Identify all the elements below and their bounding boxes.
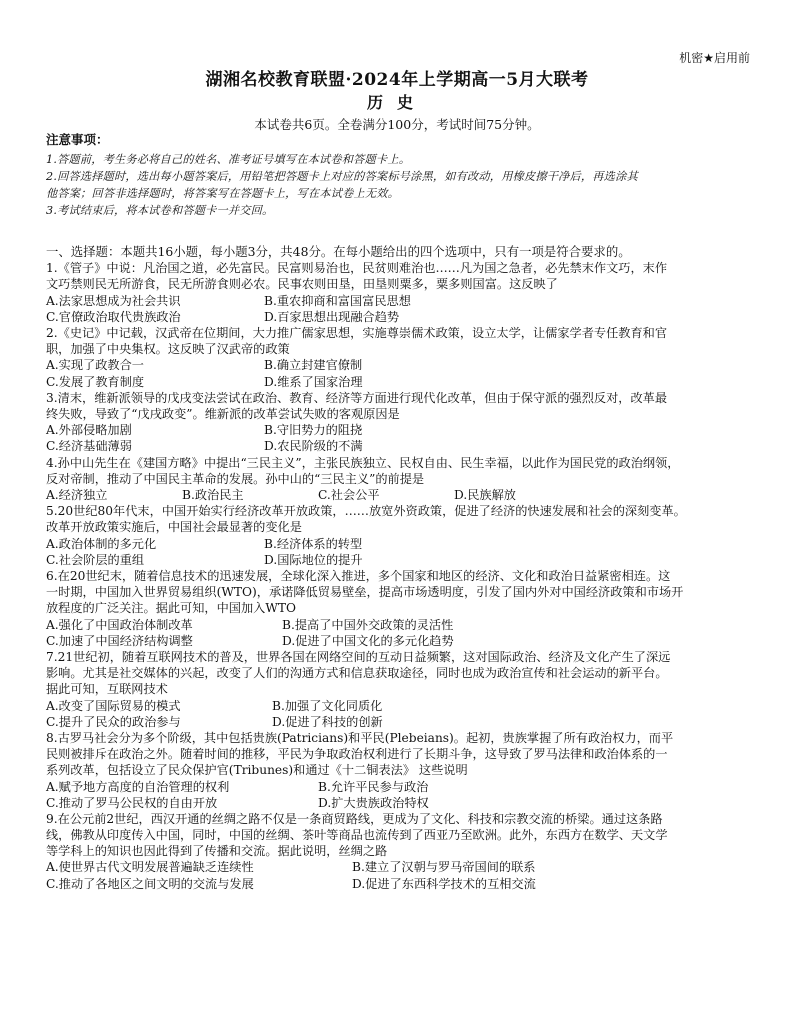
option-c: C.发展了教育制度 xyxy=(46,374,145,389)
option-b: B.确立封建官僚制 xyxy=(264,358,363,373)
secret-mark: 机密★启用前 xyxy=(679,51,750,65)
question-stem: 一时期，中国加入世界贸易组织(WTO)，承诺降低贸易壁垒，提高市场透明度，引发了国内外对中国经济政策和市场开 xyxy=(46,585,684,600)
option-d: D.维系了国家治理 xyxy=(264,374,363,389)
option-a: A.法家思想成为社会共识 xyxy=(46,293,181,308)
question-stem: 线，佛教从印度传入中国，同时，中国的丝绸、茶叶等商品也流传到了西亚乃至欧洲。此外，东西方在数学、天文学 xyxy=(46,828,668,843)
question-stem: 终失败，导致了“戊戌政变”。维新派的改革尝试失败的客观原因是 xyxy=(46,406,400,421)
question-stem: 反对帝制，推动了中国民主革命的发展。孙中山的“三民主义”的前提是 xyxy=(46,471,425,486)
option-a: A.强化了中国政治体制改革 xyxy=(46,617,193,632)
question-stem: 5.20世纪80年代末，中国开始实行经济改革开放政策，……放宽外资政策，促进了经济的快速发展和社会的深刻变革。 xyxy=(46,504,686,519)
option-c: C.推动了各地区之间文明的交流与发展 xyxy=(46,876,254,891)
option-d: D.百家思想出现融合趋势 xyxy=(264,309,400,324)
notes-block xyxy=(46,132,758,219)
option-c: C.社会公平 xyxy=(318,487,380,502)
option-c: C.推动了罗马公民权的自由开放 xyxy=(46,795,218,810)
question-stem: 6.在20世纪末，随着信息技术的迅速发展，全球化深入推进，多个国家和地区的经济、文化和政治日益紧密相连。这 xyxy=(46,568,671,583)
option-a: A.外部侵略加剧 xyxy=(46,423,132,438)
option-a: A.政治体制的多元化 xyxy=(46,536,157,551)
option-d: D.促进了中国文化的多元化趋势 xyxy=(282,633,454,648)
option-b: B.政治民主 xyxy=(182,487,244,502)
option-a: A.使世界古代文明发展普遍缺乏连续性 xyxy=(46,860,254,875)
section-heading: 一、选择题：本题共16小题，每小题3分，共48分。在每小题给出的四个选项中，只有一项是符合要求的。 xyxy=(46,244,631,259)
option-b: B.提高了中国外交政策的灵活性 xyxy=(282,617,454,632)
option-a: A.经济独立 xyxy=(46,487,108,502)
option-a: A.赋予地方高度的自治管理的权利 xyxy=(46,779,230,794)
question-stem: 职，加强了中央集权。这反映了汉武帝的政策 xyxy=(46,342,290,357)
question-stem: 文巧禁则民无所游食，民无所游食则必农。民事农则田垦，田垦则粟多，粟多则国富。这反映了 xyxy=(46,277,558,292)
option-b: B.建立了汉朝与罗马帝国间的联系 xyxy=(352,860,536,875)
question-stem: 等学科上的知识也因此得到了传播和交流。据此说明，丝绸之路 xyxy=(46,844,388,859)
exam-meta: 本试卷共6页。全卷满分100分，考试时间75分钟。 xyxy=(254,117,540,132)
option-c: C.官僚政治取代贵族政治 xyxy=(46,309,181,324)
question-stem: 系列改革，包括设立了民众保护官(Tribunes)和通过《十二铜表法》 这些说明 xyxy=(46,763,468,778)
exam-title: 湖湘名校教育联盟·2024年上学期高一5月大联考 xyxy=(205,70,589,90)
option-c: C.经济基础薄弱 xyxy=(46,439,132,454)
option-d: D.促进了东西科学技术的互相交流 xyxy=(352,876,536,891)
option-c: C.加速了中国经济结构调整 xyxy=(46,633,193,648)
option-d: D.国际地位的提升 xyxy=(264,552,363,567)
question-stem: 民则被排斥在政治之外。随着时间的推移，平民为争取政治权利进行了长期斗争，这导致了罗马法律和政治体系的一 xyxy=(46,747,668,762)
question-stem: 影响。尤其是社交媒体的兴起，改变了人们的沟通方式和信息获取途径，同时也成为政治宣传和社会运动的新平台。 xyxy=(46,666,668,681)
question-stem: 9.在公元前2世纪，西汉开通的丝绸之路不仅是一条商贸路线，更成为了文化、科技和宗教交流的桥梁。通过这条路 xyxy=(46,811,663,826)
note-line: 1.答题前，考生务必将自己的姓名、准考证号填写在本试卷和答题卡上。 xyxy=(46,153,411,167)
option-d: D.扩大贵族政治特权 xyxy=(318,795,429,810)
note-line: 他答案；回答非选择题时，将答案写在答题卡上，写在本试卷上无效。 xyxy=(46,187,400,201)
question-stem: 3.清末，维新派领导的戊戌变法尝试在政治、教育、经济等方面进行现代化改革，但由于保守派的强烈反对，改革最 xyxy=(46,390,668,405)
question-stem: 8.古罗马社会分为多个阶级，其中包括贵族(Patricians)和平民(Plebeians)。起初，贵族掌握了所有政治权力，而平 xyxy=(46,730,674,745)
option-d: D.促进了科技的创新 xyxy=(272,714,383,729)
option-c: C.社会阶层的重组 xyxy=(46,552,145,567)
option-a: A.实现了政教合一 xyxy=(46,358,144,373)
subject-title: 历史 xyxy=(366,93,427,112)
option-b: B.经济体系的转型 xyxy=(264,536,363,551)
question-stem: 改革开放政策实施后，中国社会最显著的变化是 xyxy=(46,520,302,535)
option-b: B.加强了文化同质化 xyxy=(272,698,383,713)
option-d: D.农民阶级的不满 xyxy=(264,439,363,454)
option-b: B.重农抑商和富国富民思想 xyxy=(264,293,411,308)
question-stem: 1.《管子》中说：凡治国之道，必先富民。民富则易治也，民贫则难治也……凡为国之急者，必先禁末作文巧，末作 xyxy=(46,261,668,276)
question-stem: 据此可知，互联网技术 xyxy=(46,682,168,697)
option-b: B.允许平民参与政治 xyxy=(318,779,429,794)
question-stem: 4.孙中山先生在《建国方略》中提出“三民主义”，主张民族独立、民权自由、民生幸福，以此作为国民党的政治纲领， xyxy=(46,455,680,470)
question-stem: 放程度的广泛关注。据此可知，中国加入WTO xyxy=(46,601,297,616)
option-d: D.民族解放 xyxy=(454,487,516,502)
option-b: B.守旧势力的阻挠 xyxy=(264,423,363,438)
note-line: 3.考试结束后，将本试卷和答题卡一并交回。 xyxy=(46,204,274,218)
note-line: 2.回答选择题时，选出每小题答案后，用铅笔把答题卡上对应的答案标号涂黑，如有改动，用橡皮擦干净后，再选涂其 xyxy=(46,170,638,184)
question-stem: 2.《史记》中记载，汉武帝在位期间，大力推广儒家思想，实施尊崇儒术政策，设立太学，让儒家学者专任教育和官 xyxy=(46,325,668,340)
notes-heading: 注意事项： xyxy=(46,132,109,147)
option-a: A.改变了国际贸易的模式 xyxy=(46,698,181,713)
option-c: C.提升了民众的政治参与 xyxy=(46,714,181,729)
question-stem: 7.21世纪初，随着互联网技术的普及，世界各国在网络空间的互动日益频繁，这对国际政治、经济及文化产生了深远 xyxy=(46,649,671,664)
questions-block xyxy=(46,244,758,892)
